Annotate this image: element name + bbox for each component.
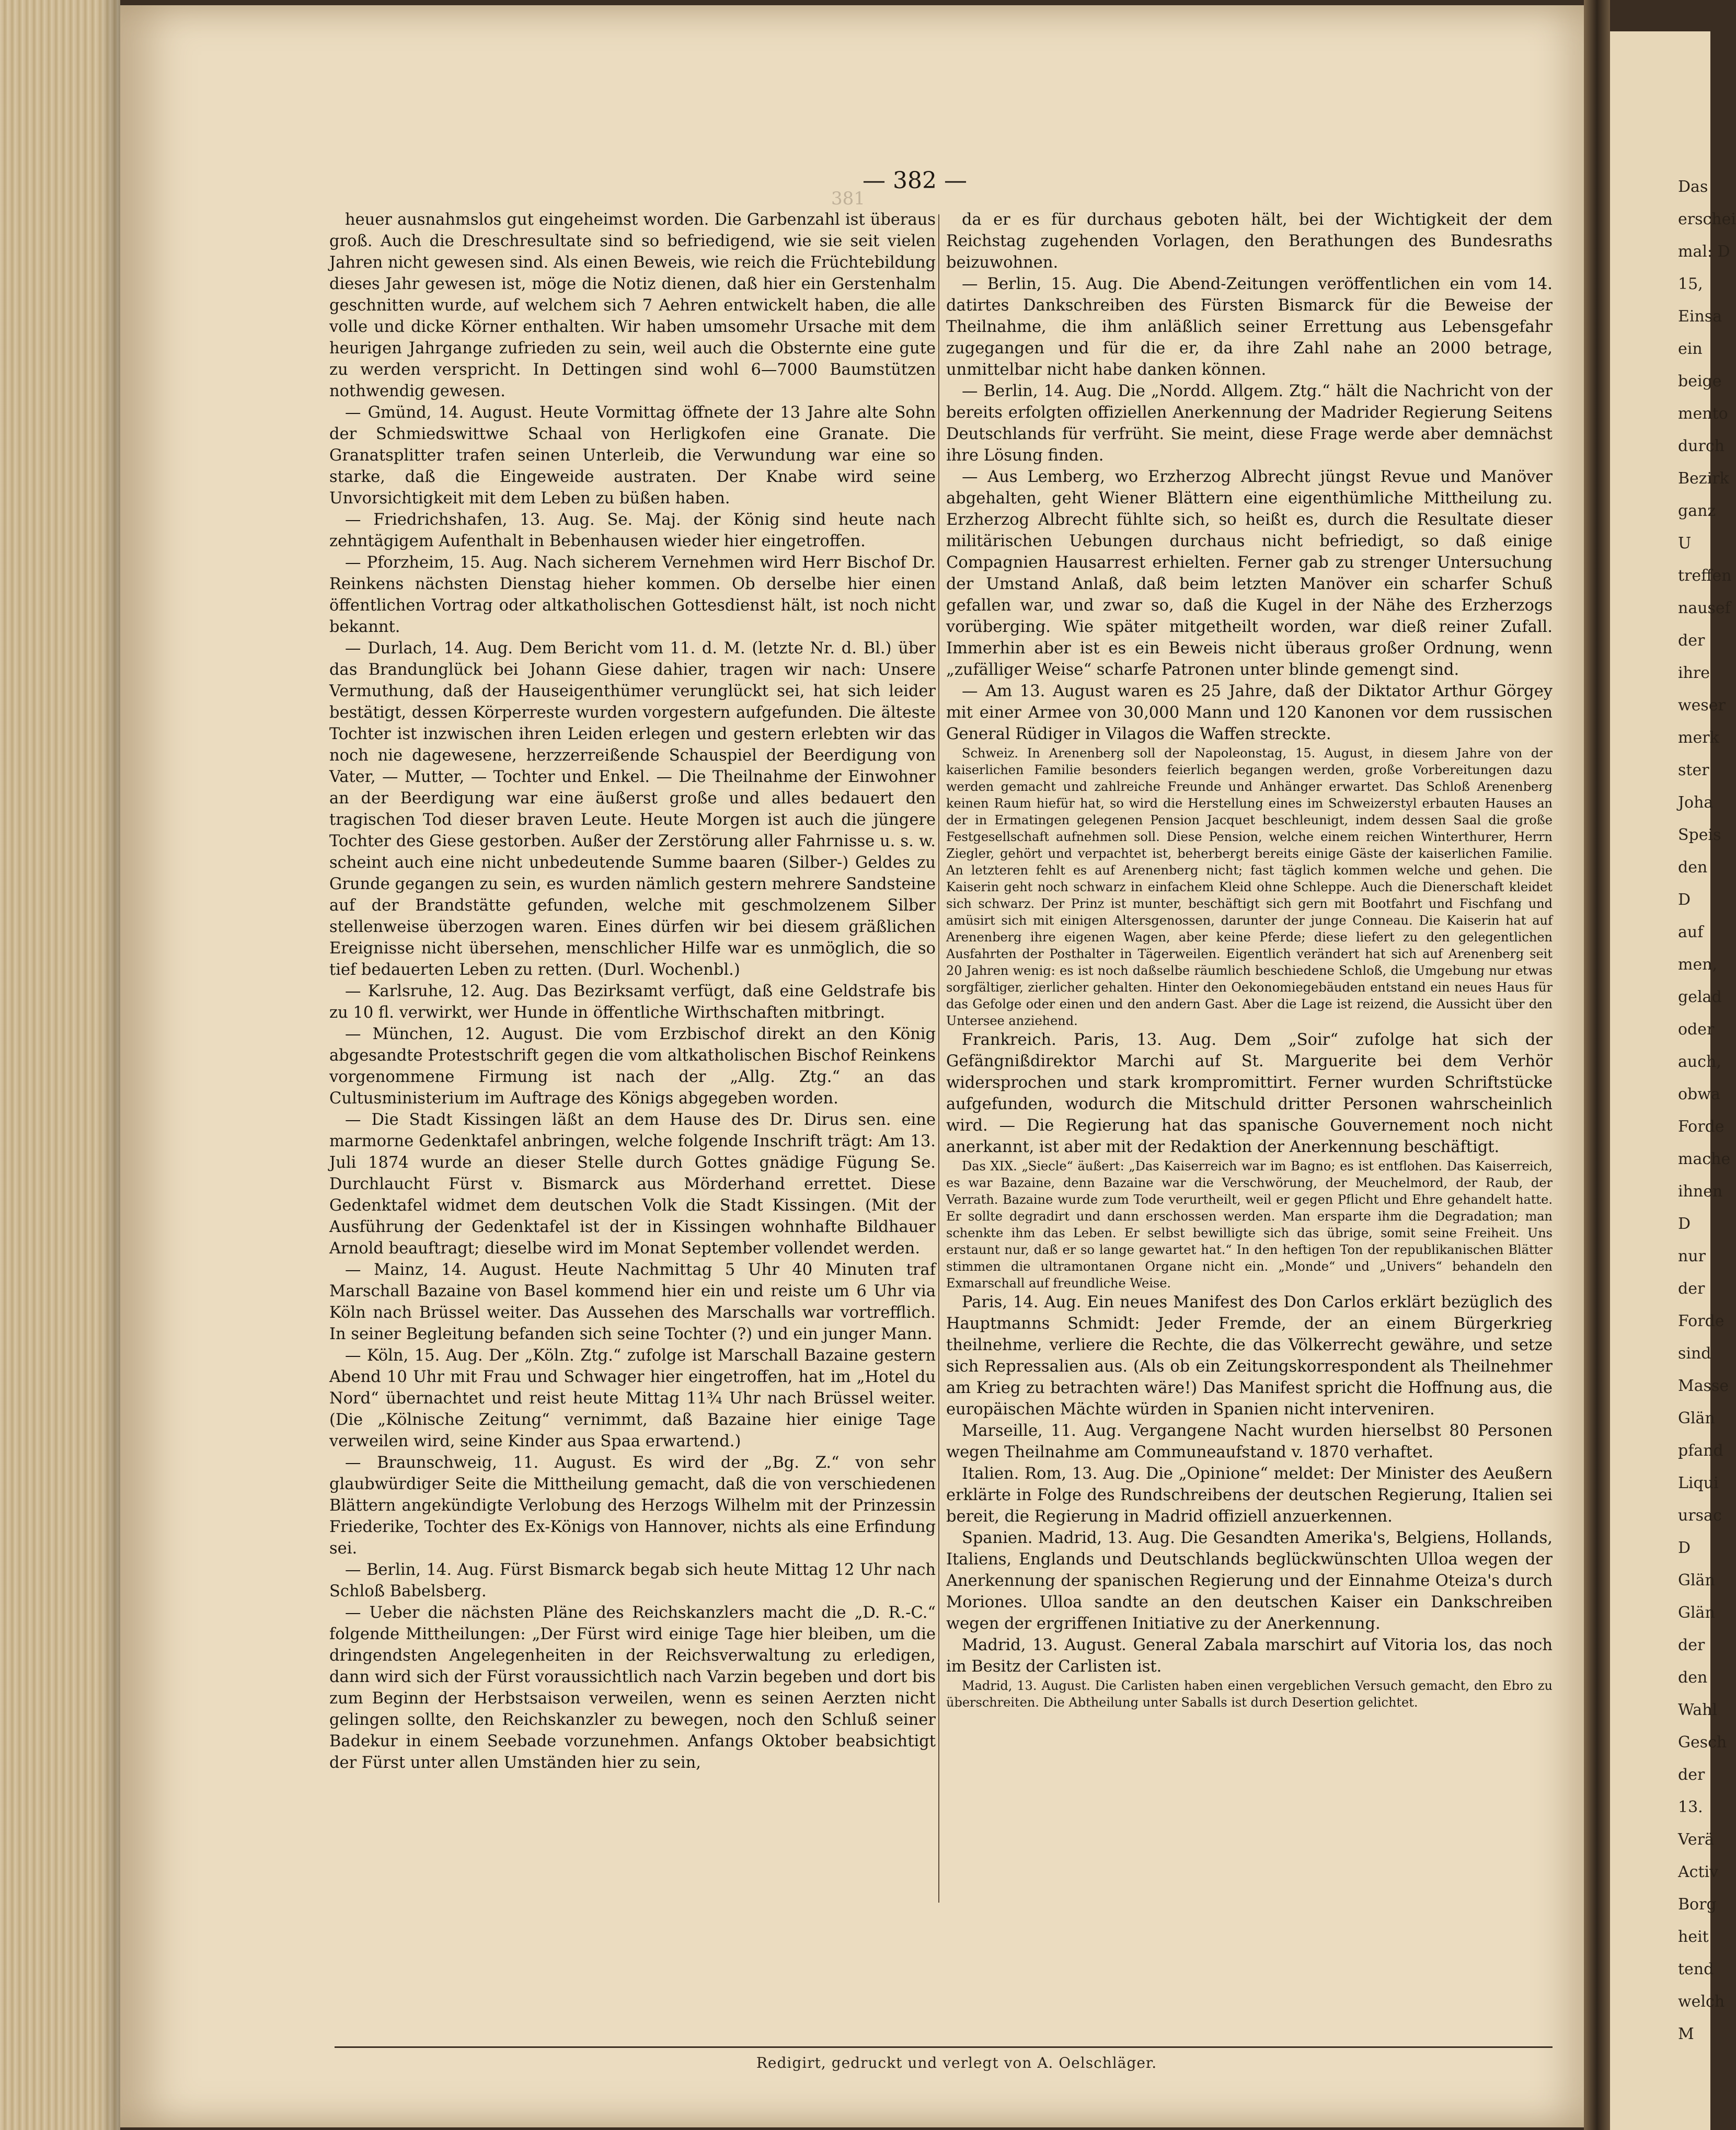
facing-page-text-fragment: gelad xyxy=(1678,988,1722,1006)
facing-page-text-fragment: men, xyxy=(1678,955,1718,974)
facing-page-text-fragment: treffen xyxy=(1678,567,1732,585)
facing-page-text-fragment: den xyxy=(1678,1668,1708,1687)
facing-page-text-fragment: D xyxy=(1678,1539,1691,1557)
article-paragraph: — Gmünd, 14. August. Heute Vormittag öffnete der 13 Jahre alte Sohn der Schmiedswittwe Schaal von Herligkofen eine Granate. Die Granatsplitter trafen seinen Unterleib, die Verwundung war eine so starke, daß die Eingeweide austraten. Der Knabe wird seine Unvorsichtigkeit mit dem Leben zu büßen haben. xyxy=(329,404,936,508)
facing-page-text-fragment: M xyxy=(1678,2025,1694,2043)
facing-page-text-fragment: der xyxy=(1678,631,1705,650)
article-paragraph: Spanien. Madrid, 13. Aug. Die Gesandten Amerika's, Belgiens, Hollands, Italiens, Englands und Deutschlands beglückwünschten Ulloa wegen der Anerkennung der spanischen Regierung und der Einnahme Oteiza's durch Moriones. Ulloa sandte an den deutschen Kaiser ein Dankschreiben wegen der ergriffenen Initiative zu der Anerkennung. xyxy=(946,1529,1553,1633)
facing-page-text-fragment: D xyxy=(1678,891,1691,909)
facing-page-text-fragment: mal: D xyxy=(1678,243,1730,261)
bleed-through-page-number: 381 xyxy=(831,188,865,209)
facing-page-text-fragment: Glän xyxy=(1678,1409,1715,1427)
facing-page-text-fragment: mento xyxy=(1678,405,1728,423)
facing-page-text-fragment: der xyxy=(1678,1636,1705,1654)
facing-page-text-fragment: ganz xyxy=(1678,502,1716,520)
article-paragraph: — Braunschweig, 11. August. Es wird der „Bg. Z.“ von sehr glaubwürdiger Seite die Mittheilung gemacht, daß die von verschiedenen Blättern angekündigte Verlobung des Herzogs Wilhelm mit der Prinzessin Friederike, Tochter des Ex-Königs von Hannover, nichts als eine Erfindung sei. xyxy=(329,1454,936,1558)
article-paragraph: — Durlach, 14. Aug. Dem Bericht vom 11. d. M. (letzte Nr. d. Bl.) über das Brandunglück bei Johann Giese dahier, tragen wir nach: Unsere Vermuthung, daß der Hauseigenthümer verunglückt sei, hat sich leider bestätigt, dessen Körperreste wurden vorgestern aufgefunden. Die älteste Tochter ist inzwischen ihren Leiden erlegen und gestern erlebten wir das noch nie dagewesene, herzzerreißende Schauspiel der Beerdigung von Vater, — Mutter, — Tochter und Enkel. — Die Theilnahme der Einwohner an der Beerdigung war eine äußerst große und alles bedauert den tragischen Tod dieser braven Leute. Heute Morgen ist auch die jüngere Tochter des Giese gestorben. Außer der Zerstörung aller Fahrnisse u. s. w. scheint auch eine nicht unbedeutende Summe baaren (Silber-) Geldes zu Grunde gegangen zu sein, es wurden nämlich gestern mehrere Sandsteine auf der Brandstätte gefunden, welche mit geschmolzenem Silber stellenweise überzogen waren. Eines dürfen wir bei diesem gräßlichen Ereignisse nicht übersehen, menschlicher Hilfe war es unmöglich, die so tief bedauerten Leben zu retten. (Durl. Wochenbl.) xyxy=(329,639,936,979)
facing-page-text-fragment: 15, xyxy=(1678,275,1703,293)
facing-page-text-fragment: obwa xyxy=(1678,1085,1720,1103)
right-column xyxy=(946,209,1553,2039)
facing-page-text-fragment: Das xyxy=(1678,178,1708,196)
article-paragraph: Madrid, 13. August. Die Carlisten haben einen vergeblichen Versuch gemacht, den Ebro zu überschreiten. Die Abtheilung unter Saballs ist durch Desertion gelichtet. xyxy=(946,1678,1553,1710)
facing-page-text-fragment: Wahl xyxy=(1678,1701,1718,1719)
facing-page-text-fragment: Gesch xyxy=(1678,1733,1727,1752)
article-paragraph: — Berlin, 14. Aug. Fürst Bismarck begab sich heute Mittag 12 Uhr nach Schloß Babelsberg. xyxy=(329,1561,936,1601)
article-paragraph: — Am 13. August waren es 25 Jahre, daß der Diktator Arthur Görgey mit einer Armee von 30,000 Mann und 120 Kanonen vor dem russischen General Rüdiger in Vilagos die Waffen streckte. xyxy=(946,682,1553,743)
article-paragraph: Paris, 14. Aug. Ein neues Manifest des Don Carlos erklärt bezüglich des Hauptmanns Schmidt: Jeder Fremde, der an einem Bürgerkrieg theilnehme, verliere die Rechte, die das Völkerrecht gewähre, und setze sich Repressalien aus. (Als ob ein Zeitungskorrespondent als Theilnehmer am Krieg zu betrachten wäre!) Das Manifest spricht die Hoffnung aus, die europäischen Mächte würden in Spanien nicht interveniren. xyxy=(946,1293,1553,1419)
facing-page-text-fragment: auf xyxy=(1678,923,1704,941)
facing-page-text-fragment: nur xyxy=(1678,1247,1706,1265)
facing-page-text-fragment: ursac xyxy=(1678,1506,1722,1525)
article-paragraph: — Die Stadt Kissingen läßt an dem Hause des Dr. Dirus sen. eine marmorne Gedenktafel anbringen, welche folgende Inschrift trägt: Am 13. Juli 1874 wurde an dieser Stelle durch Gottes gnädige Fügung Se. Durchlaucht Fürst v. Bismarck aus Mörderhand errettet. Diese Gedenktafel widmet dem deutschen Volk die Stadt Kissingen. (Mit der Ausführung der Gedenktafel ist der in Kissingen wohnhafte Bildhauer Arnold beauftragt; dieselbe wird im Monat September vollendet werden. xyxy=(329,1111,936,1258)
facing-page-fragment xyxy=(1610,31,1736,2130)
book-gutter xyxy=(1584,0,1610,2130)
article-paragraph: — Ueber die nächsten Pläne des Reichskanzlers macht die „D. R.-C.“ folgende Mittheilungen: „Der Fürst wird einige Tage hier bleiben, um die dringendsten Angelegenheiten in der Reichsverwaltung zu erledigen, dann wird sich der Fürst voraussichtlich nach Varzin begeben und dort bis zum Beginn der Herbstsaison verweilen, wenn es seinen Aerzten nicht gelingen sollte, den Reichskanzler zu bewegen, noch den Schluß seiner Badekur in einem Seebade vorzunehmen. Anfangs Oktober beabsichtigt der Fürst unter allen Umständen hier zu sein, xyxy=(329,1604,936,1772)
facing-page-text-fragment: Borg xyxy=(1678,1895,1717,1914)
facing-page-text-fragment: Glän xyxy=(1678,1571,1715,1590)
article-paragraph: — Pforzheim, 15. Aug. Nach sicherem Vernehmen wird Herr Bischof Dr. Reinkens nächsten Dienstag hieher kommen. Ob derselbe hier einen öffentlichen Vortrag oder altkatholischen Gottesdienst hält, ist noch nicht bekannt. xyxy=(329,554,936,636)
facing-page-text-fragment: heit xyxy=(1678,1928,1709,1946)
facing-page-text-fragment: Einsa xyxy=(1678,307,1722,326)
column-divider xyxy=(938,214,939,1903)
bottom-rule xyxy=(335,2046,1553,2048)
facing-page-text-fragment: mache xyxy=(1678,1150,1731,1168)
facing-page-text-fragment: Masse xyxy=(1678,1377,1729,1395)
article-paragraph: — Karlsruhe, 12. Aug. Das Bezirksamt verfügt, daß eine Geldstrafe bis zu 10 fl. verwirkt, wer Hunde in öffentliche Wirthschaften mitbringt. xyxy=(329,982,936,1022)
page-number: — 382 — xyxy=(863,167,967,194)
article-paragraph: — Mainz, 14. August. Heute Nachmittag 5 Uhr 40 Minuten traf Marschall Bazaine von Basel kommend hier ein und reiste um 6 Uhr via Köln nach Brüssel weiter. Das Aussehen des Marschalls war vortrefflich. In seiner Begleitung befanden sich seine Tochter (?) und ein junger Mann. xyxy=(329,1261,936,1343)
facing-page-text-fragment: Forde xyxy=(1678,1312,1724,1330)
facing-page-text-fragment: durch xyxy=(1678,437,1724,455)
facing-page-text-fragment: der xyxy=(1678,1766,1705,1784)
facing-page-text-fragment: der xyxy=(1678,1280,1705,1298)
article-paragraph: — München, 12. August. Die vom Erzbischof direkt an den König abgesandte Protestschrift gegen die vom altkatholischen Bischof Reinkens vorgenommene Firmung ist nach der „Allg. Ztg.“ an das Cultusministerium im Auftrage des Königs abgegeben worden. xyxy=(329,1025,936,1108)
facing-page-text-fragment: welch xyxy=(1678,1993,1725,2011)
facing-page-text-fragment: ein xyxy=(1678,340,1703,358)
article-paragraph: — Berlin, 14. Aug. Die „Nordd. Allgem. Ztg.“ hält die Nachricht von der bereits erfolgten offiziellen Anerkennung der Madrider Regierung Seitens Deutschlands für verfrüht. Sie meint, diese Frage werde aber demnächst ihre Lösung finden. xyxy=(946,382,1553,465)
facing-page-text-fragment: Bezirk xyxy=(1678,469,1729,488)
imprint-line: Redigirt, gedruckt und verlegt von A. Oelschläger. xyxy=(756,2054,1157,2071)
facing-page-text-fragment: 13. xyxy=(1678,1798,1703,1816)
facing-page-text-fragment: ihre xyxy=(1678,664,1710,682)
article-paragraph: — Aus Lemberg, wo Erzherzog Albrecht jüngst Revue und Manöver abgehalten, geht Wiener Blättern eine eigenthümliche Mittheilung zu. Erzherzog Albrecht fühlte sich, so heißt es, durch die Resultate dieser militärischen Uebungen durchaus nicht befriedigt, so daß einige Compagnien Hausarrest erhielten. Ferner gab zu strenger Untersuchung der Umstand Anlaß, daß beim letzten Manöver ein scharfer Schuß gefallen war, und zwar so, daß die Kugel in der Nähe des Erzherzogs vorüberging. Wie später mitgetheilt worden, war dieß reiner Zufall. Immerhin aber ist es ein Beweis nicht überaus großer Ordnung, wenn „zufälliger Weise“ scharfe Patronen unter blinde gemengt sind. xyxy=(946,468,1553,679)
facing-page-text-fragment: ihnen xyxy=(1678,1182,1723,1201)
article-paragraph: — Friedrichshafen, 13. Aug. Se. Maj. der König sind heute nach zehntägigem Aufenthalt in Bebenhausen wieder hier eingetroffen. xyxy=(329,511,936,550)
article-paragraph: heuer ausnahmslos gut eingeheimst worden. Die Garbenzahl ist überaus groß. Auch die Dreschresultate sind so befriedigend, wie sie seit vielen Jahren nicht gewesen sind. Als einen Beweis, wie reich die Früchtebildung dieses Jahr gewesen ist, möge die Notiz dienen, daß hier ein Gerstenhalm geschnitten wurde, auf welchem sich 7 Aehren entwickelt haben, die alle volle und dicke Körner enthalten. Wir haben umsomehr Ursache mit dem heurigen Jahrgange zufrieden zu sein, weil auch die Obsternte eine gute zu werden verspricht. In Dettingen sind wohl 6—7000 Baumstützen nothwendig gewesen. xyxy=(329,211,936,400)
facing-page-text-fragment: Liqui xyxy=(1678,1474,1719,1492)
article-paragraph: Italien. Rom, 13. Aug. Die „Opinione“ meldet: Der Minister des Aeußern erklärte in Folge des Rundschreibens der deutschen Regierung, Italien sei bereit, die Regierung in Madrid offiziell anzuerkennen. xyxy=(946,1465,1553,1526)
article-paragraph: Marseille, 11. Aug. Vergangene Nacht wurden hierselbst 80 Personen wegen Theilnahme am Communeaufstand v. 1870 verhaftet. xyxy=(946,1422,1553,1461)
facing-page-text-fragment: tend xyxy=(1678,1960,1714,1978)
facing-page-text-fragment: Activ xyxy=(1678,1863,1719,1881)
facing-page-text-fragment: pfand xyxy=(1678,1442,1723,1460)
facing-page-text-fragment: Glän xyxy=(1678,1604,1715,1622)
facing-page-text-fragment: Verä xyxy=(1678,1830,1714,1849)
article-paragraph: Schweiz. In Arenenberg soll der Napoleonstag, 15. August, in diesem Jahre von der kaiserlichen Familie besonders feierlich begangen werden, große Vorbereitungen dazu werden gemacht und zahlreiche Freunde und Anhänger erwartet. Das Schloß Arenenberg keinen Raum hiefür hat, so wird die Herstellung eines im Schweizerstyl erbauten Hauses an der in Ermatingen gelegenen Pension Jacquet beschleunigt, indem dessen Saal die große Festgesellschaft aufnehmen soll. Diese Pension, welche einem reichen Winterthurer, Herrn Ziegler, gehört und verpachtet ist, beherbergt bereits einige Gäste der kaiserlichen Familie. An letzteren fehlt es auf Arenenberg nicht; fast täglich kommen welche und gehen. Die Kaiserin geht noch schwarz in einfachem Kleid ohne Schleppe. Auch die Dienerschaft kleidet sich schwarz. Der Prinz ist munter, beschäftigt sich gern mit Bootfahrt und Fischfang und amüsirt sich mit einigen Altersgenossen, darunter der junge Conneau. Die Kaiserin hat auf Arenenberg ihre eigenen Wagen, aber keine Pferde; diese liefert zu den gelegentlichen Ausfahrten der Posthalter in Tägerweilen. Eigentlich verändert hat sich auf Arenenberg seit 20 Jahren wenig: es ist noch daßselbe räumlich beschiedene Schloß, die Umgebung nur etwas sorgfältiger, zierlicher gehalten. Hinter den Oekonomiegebäuden entstand ein neues Haus für das Gefolge oder einen und den andern Gast. Aber die Lage ist reizend, die Aussicht über den Untersee anziehend. xyxy=(946,746,1553,1028)
facing-page-text-fragment: oder xyxy=(1678,1020,1715,1039)
facing-page-text-fragment: nausef xyxy=(1678,599,1731,617)
article-paragraph: Frankreich. Paris, 13. Aug. Dem „Soir“ zufolge hat sich der Gefängnißdirektor Marchi auf St. Marguerite bei dem Verhör widersprochen und stark krompromittirt. Ferner wurden Schriftstücke aufgefunden, wodurch die Mitschuld dritter Personen wahrscheinlich wird. — Die Regierung hat das spanische Gouvernement noch nicht anerkannt, ist aber mit der Redaktion der Anerkennung beschäftigt. xyxy=(946,1031,1553,1156)
article-paragraph: — Köln, 15. Aug. Der „Köln. Ztg.“ zufolge ist Marschall Bazaine gestern Abend 10 Uhr mit Frau und Schwager hier eingetroffen, hat im „Hotel du Nord“ übernachtet und reist heute Mittag 11¾ Uhr nach Brüssel weiter. (Die „Kölnische Zeitung“ vernimmt, daß Bazaine hier einige Tage verweilen wird, seine Kinder aus Spaa erwartend.) xyxy=(329,1346,936,1450)
facing-page-text-fragment: D xyxy=(1678,1215,1691,1233)
facing-page-text-fragment: den xyxy=(1678,858,1708,877)
facing-page-text-fragment: U xyxy=(1678,534,1692,552)
article-paragraph: Madrid, 13. August. General Zabala marschirt auf Vitoria los, das noch im Besitz der Carlisten ist. xyxy=(946,1636,1553,1676)
facing-page-text-fragment: Forde xyxy=(1678,1118,1724,1136)
facing-page-text-fragment: auch, xyxy=(1678,1053,1721,1071)
article-paragraph: da er es für durchaus geboten hält, bei der Wichtigkeit der dem Reichstag zugehenden Vorlagen, den Berathungen des Bundesraths beizuwohnen. xyxy=(946,211,1553,272)
facing-page-text-fragment: erschei xyxy=(1678,210,1736,228)
article-paragraph: — Berlin, 15. Aug. Die Abend-Zeitungen veröffentlichen ein vom 14. datirtes Dankschreiben des Fürsten Bismarck für die Beweise der Theilnahme, die ihm anläßlich seiner Errettung aus Lebensgefahr zugegangen und für die er, da ihre Zahl nahe an 2000 betrage, unmittelbar nicht habe danken können. xyxy=(946,275,1553,379)
facing-page-text-fragment: Joha xyxy=(1678,793,1714,812)
facing-page-text-fragment: merk xyxy=(1678,729,1719,747)
facing-page-text-fragment: Speis xyxy=(1678,826,1721,844)
facing-page-text-fragment: weser xyxy=(1678,696,1726,715)
facing-page-text-fragment: ster xyxy=(1678,761,1709,779)
facing-page-text-fragment: beige xyxy=(1678,372,1722,390)
article-paragraph: Das XIX. „Siecle“ äußert: „Das Kaiserreich war im Bagno; es ist entflohen. Das Kaiserreich, es war Bazaine, denn Bazaine war die Verschwörung, der Meuchelmord, der Raub, der Verrath. Bazaine wurde zum Tode verurtheilt, weil er gegen Pflicht und Ehre gehandelt hatte. Er sollte degradirt und dann erschossen werden. Man ersparte ihm die Degradation; man schenkte ihm das Leben. Er selbst bewilligte sich das übrige, somit seine Freiheit. Uns erstaunt nur, daß er so lange gewartet hat.“ In den heftigen Ton der republikanischen Blätter stimmen die ultramontanen Organe nicht ein. „Monde“ und „Univers“ behandeln den Exmarschall auf freundliche Weise. xyxy=(946,1159,1553,1291)
facing-page-text-fragment: sind xyxy=(1678,1344,1711,1363)
left-column xyxy=(329,209,936,2039)
book-page-edges xyxy=(0,0,120,2130)
